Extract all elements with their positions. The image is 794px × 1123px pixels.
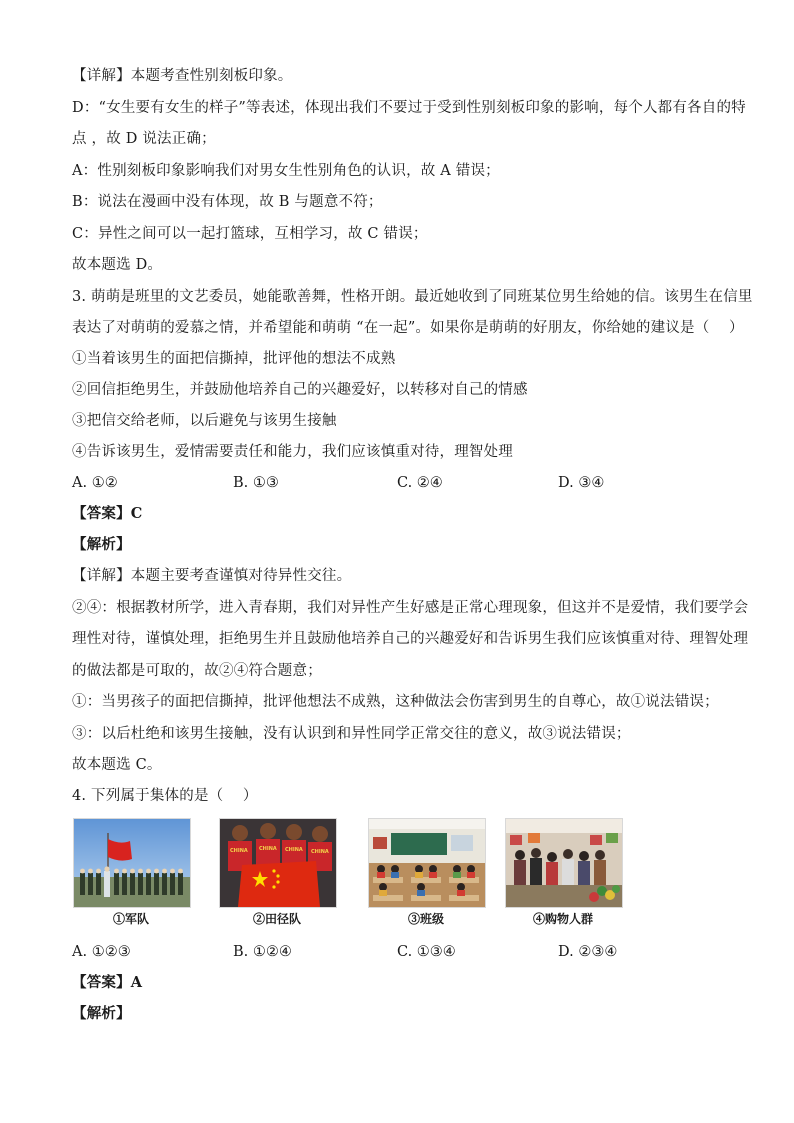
q3-option-c[interactable]: C. ②④ xyxy=(397,475,443,491)
question-3-statement: ④告诉该男生，爱情需要责任和能力，我们应该慎重对待，理智处理 xyxy=(72,444,513,460)
army-photo xyxy=(73,818,191,908)
q4-answer: 【答案】A xyxy=(72,974,143,991)
question-3-stem: 3. 萌萌是班里的文艺委员，她能歌善舞，性格开朗。最近她收到了同班某位男生给她的信。该男生在信里 xyxy=(72,289,753,305)
classroom-caption: ③班级 xyxy=(407,912,444,926)
text-line: 理性对待，谨慎处理，拒绝男生并且鼓励他培养自己的兴趣爱好和告诉男生我们应该慎重对待、理智处理 xyxy=(72,631,749,647)
text-line: 故本题选 D。 xyxy=(72,257,163,273)
text-line: A：性别刻板印象影响我们对男女生性别角色的认识，故 A 错误； xyxy=(72,163,500,179)
question-3-statement: ③把信交给老师，以后避免与该男生接触 xyxy=(72,413,337,429)
q4-option-d[interactable]: D. ②③④ xyxy=(558,944,618,960)
q4-option-a[interactable]: A. ①②③ xyxy=(72,944,131,960)
q3-analysis-label: 【解析】 xyxy=(72,536,131,553)
text-line: 【详解】本题主要考查谨慎对待异性交往。 xyxy=(72,568,352,584)
text-line: ③：以后杜绝和该男生接触，没有认识到和异性同学正常交往的意义，故③说法错误； xyxy=(72,726,631,742)
q3-option-b[interactable]: B. ①③ xyxy=(233,475,279,491)
text-line: 【详解】本题考查性别刻板印象。 xyxy=(72,68,293,84)
shoppers-caption: ④购物人群 xyxy=(532,912,593,926)
text-line: ②④：根据教材所学，进入青春期，我们对异性产生好感是正常心理现象，但这并不是爱情，我们要学会 xyxy=(72,600,749,616)
text-line: ①：当男孩子的面把信撕掉，批评他想法不成熟，这种做法会伤害到男生的自尊心，故①说法错误； xyxy=(72,694,719,710)
track-team-photo xyxy=(219,818,337,908)
shirt-label: CHINA xyxy=(259,846,277,852)
text-line: B：说法在漫画中没有体现，故 B 与题意不符； xyxy=(72,194,383,210)
classroom-photo xyxy=(368,818,486,908)
question-4-stem: 4. 下列属于集体的是（ ） xyxy=(72,788,258,804)
question-3-statement: ②回信拒绝男生，并鼓励他培养自己的兴趣爱好，以转移对自己的情感 xyxy=(72,382,528,398)
q4-option-b[interactable]: B. ①②④ xyxy=(233,944,292,960)
q4-analysis-label: 【解析】 xyxy=(72,1005,131,1022)
text-line: 的做法都是可取的，故②④符合题意； xyxy=(72,663,322,679)
q3-option-d[interactable]: D. ③④ xyxy=(558,475,605,491)
text-line: 点 ，故 D 说法正确； xyxy=(72,131,216,147)
question-3-stem: 表达了对萌萌的爱慕之情，并希望能和萌萌 “在一起”。如果你是萌萌的好朋友，你给她的建议是（ ） xyxy=(72,320,744,336)
text-line: C：异性之间可以一起打篮球，互相学习，故 C 错误； xyxy=(72,226,428,242)
q4-option-c[interactable]: C. ①③④ xyxy=(397,944,456,960)
q3-answer: 【答案】C xyxy=(72,505,143,522)
question-3-statement: ①当着该男生的面把信撕掉，批评他的想法不成熟 xyxy=(72,351,396,367)
shoppers-photo xyxy=(505,818,623,908)
shirt-label: CHINA xyxy=(311,849,329,855)
text-line: D：“女生要有女生的样子”等表述，体现出我们不要过于受到性别刻板印象的影响，每个人都有各自的特 xyxy=(72,100,746,116)
shirt-label: CHINA xyxy=(285,847,303,853)
track-team-caption: ②田径队 xyxy=(252,912,301,926)
shirt-label: CHINA xyxy=(230,848,248,854)
q3-option-a[interactable]: A. ①② xyxy=(72,475,118,491)
text-line: 故本题选 C。 xyxy=(72,757,162,773)
army-caption: ①军队 xyxy=(112,912,149,926)
